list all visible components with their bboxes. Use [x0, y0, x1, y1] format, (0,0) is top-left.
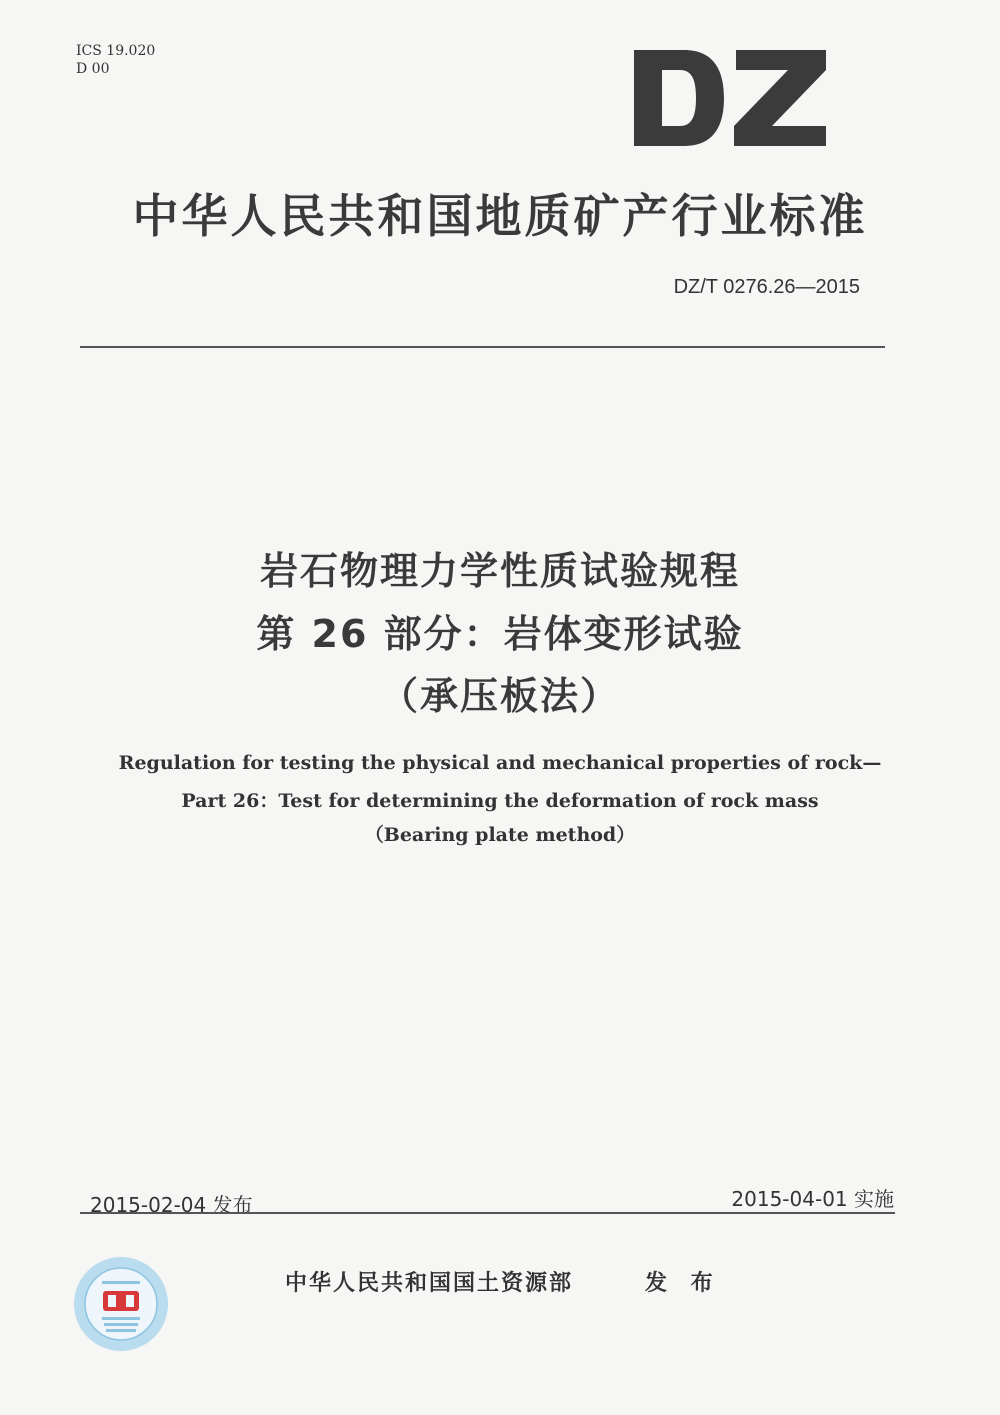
english-title-line-2: Part 26：Test for determining the deformation of rock mass: [181, 790, 819, 812]
ics-code: ICS 19.020: [76, 43, 156, 59]
chinese-title-line-2: 第 26 部分：岩体变形试验: [256, 612, 744, 656]
class-code: D 00: [76, 61, 110, 77]
top-divider: [80, 346, 885, 348]
issuing-action: 发 布: [645, 1271, 721, 1296]
english-title-line-3: （Bearing plate method）: [364, 824, 636, 846]
issue-date: 2015-02-04 发布: [90, 1193, 253, 1217]
english-title-line-1: Regulation for testing the physical and mechanical properties of rock—: [118, 752, 882, 774]
ics-block: [76, 42, 155, 78]
chinese-title-line-3: （承压板法）: [379, 674, 620, 718]
bottom-divider: [80, 1212, 895, 1214]
standard-category: 中华人民共和国地质矿产行业标准: [132, 189, 868, 243]
anti-counterfeit-seal-icon: [72, 1255, 170, 1353]
standard-number: DZ/T 0276.26—2015: [673, 276, 860, 298]
implementation-date: 2015-04-01 实施: [731, 1187, 894, 1211]
dz-logo: [632, 46, 828, 150]
chinese-title-line-1: 岩石物理力学性质试验规程: [259, 549, 740, 593]
issuing-authority: 中华人民共和国国土资源部: [285, 1271, 574, 1296]
